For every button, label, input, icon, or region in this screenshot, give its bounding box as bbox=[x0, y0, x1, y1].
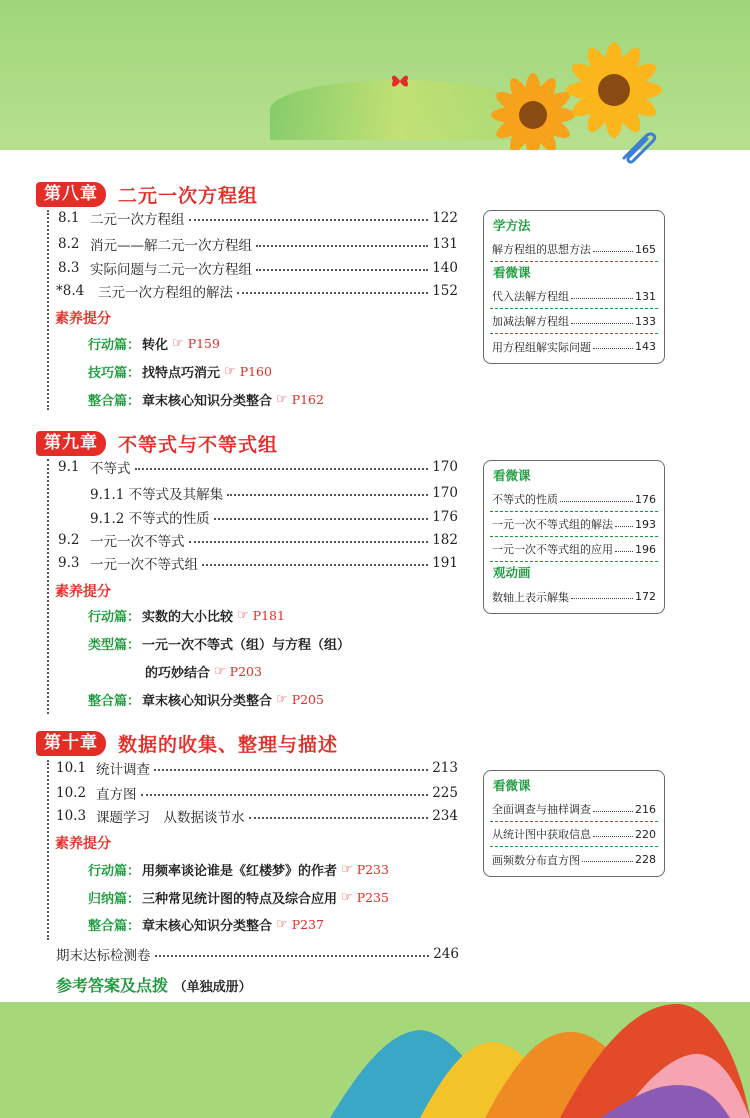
toc-row[interactable] bbox=[58, 529, 458, 551]
sidebox-item-page: 131 bbox=[635, 289, 656, 303]
chapter8-left-line bbox=[47, 210, 49, 410]
chapter-10-heading[interactable] bbox=[36, 730, 338, 756]
sidebox-item-page: 228 bbox=[635, 853, 656, 866]
section-page: 213 bbox=[432, 760, 458, 776]
leader-dots bbox=[582, 861, 633, 862]
sidebox-item-text: 全面调查与抽样调查 bbox=[492, 803, 591, 816]
leader-dots bbox=[560, 501, 633, 502]
leader-dots bbox=[155, 955, 430, 957]
pian-label: 行动篇： bbox=[88, 609, 141, 625]
pian-label: 整合篇： bbox=[88, 918, 141, 934]
leader-dots bbox=[571, 323, 633, 324]
pian-label: 行动篇： bbox=[88, 337, 141, 353]
section-page: 140 bbox=[432, 260, 458, 276]
sidebox-chapter-10 bbox=[483, 770, 665, 877]
pian-text: 的巧妙结合 bbox=[145, 665, 211, 681]
section-number: 10.2 bbox=[56, 785, 87, 801]
pian-text: 转化 bbox=[142, 337, 169, 353]
pian-row[interactable] bbox=[88, 632, 350, 654]
chapter-title: 二元一次方程组 bbox=[118, 184, 259, 207]
section-title: 课题学习 从数据谈节水 bbox=[96, 810, 245, 826]
butterfly-icon bbox=[390, 72, 410, 90]
section-title: 直方图 bbox=[96, 787, 137, 803]
leader-dots bbox=[593, 251, 633, 252]
leader-dots bbox=[154, 769, 428, 771]
sidebox-heading: 观动画 bbox=[493, 565, 531, 580]
hand-pointer-icon: ☞ bbox=[237, 607, 249, 623]
exam-title: 期末达标检测卷 bbox=[56, 948, 151, 964]
leader-dots bbox=[214, 518, 429, 520]
leader-dots bbox=[202, 564, 428, 566]
pian-label: 行动篇： bbox=[88, 863, 141, 879]
leader-dots bbox=[237, 292, 428, 294]
section-title: 实际问题与二元一次方程组 bbox=[90, 262, 252, 278]
pian-row[interactable] bbox=[145, 660, 262, 682]
pian-row[interactable] bbox=[88, 388, 324, 410]
section-page: 170 bbox=[432, 459, 458, 475]
sidebox-item-page: 165 bbox=[635, 242, 656, 256]
leader-dots bbox=[593, 811, 633, 812]
hand-pointer-icon: ☞ bbox=[341, 889, 353, 905]
toc-row[interactable] bbox=[58, 233, 458, 255]
section-title: 三元一次方程组的解法 bbox=[98, 285, 233, 301]
hand-pointer-icon: ☞ bbox=[224, 363, 236, 379]
section-number: 9.2 bbox=[58, 532, 80, 548]
hand-pointer-icon: ☞ bbox=[276, 916, 288, 932]
section-number: 10.1 bbox=[56, 760, 87, 776]
toc-row[interactable] bbox=[56, 805, 458, 827]
sidebox-heading: 看微课 bbox=[493, 265, 531, 280]
pian-ref: P233 bbox=[356, 861, 389, 877]
sidebox-heading: 学方法 bbox=[493, 218, 531, 233]
pian-ref: P181 bbox=[252, 607, 285, 623]
sidebox-item-text: 用方程组解实际问题 bbox=[492, 340, 591, 354]
leader-dots bbox=[571, 298, 633, 299]
hand-pointer-icon: ☞ bbox=[276, 391, 288, 407]
suyang-label: 素养提分 bbox=[55, 836, 111, 852]
answers-title: 参考答案及点拨 bbox=[56, 976, 169, 995]
sidebox-heading: 看微课 bbox=[493, 468, 531, 483]
leader-dots bbox=[256, 245, 428, 247]
chapter-tag: 第八章 bbox=[36, 182, 106, 207]
leader-dots bbox=[615, 526, 633, 527]
pian-row[interactable] bbox=[88, 886, 389, 908]
section-number: 10.3 bbox=[56, 808, 87, 824]
sidebox-item-page: 133 bbox=[635, 314, 656, 328]
sidebox-item-page: 193 bbox=[635, 517, 656, 531]
toc-row[interactable] bbox=[90, 506, 458, 528]
pian-ref: P205 bbox=[291, 691, 324, 707]
sidebox-chapter-9 bbox=[483, 460, 665, 614]
chapter10-left-line bbox=[47, 760, 49, 940]
toc-row[interactable] bbox=[58, 552, 458, 574]
leader-dots bbox=[227, 494, 428, 496]
section-page: 225 bbox=[432, 785, 458, 801]
sidebox-item[interactable] bbox=[490, 334, 658, 359]
sidebox-item-text: 画频数分布直方图 bbox=[492, 853, 580, 867]
leader-dots bbox=[256, 269, 428, 271]
leader-dots bbox=[571, 598, 633, 599]
sidebox-item[interactable] bbox=[490, 584, 658, 609]
toc-row[interactable] bbox=[58, 207, 458, 229]
sidebox-item-text: 从统计图中获取信息 bbox=[492, 828, 591, 841]
leader-dots bbox=[135, 468, 429, 470]
pian-text: 章末核心知识分类整合 bbox=[142, 393, 273, 409]
sidebox-item-text: 一元一次不等式组的解法 bbox=[492, 518, 613, 531]
sidebox-item-page: 172 bbox=[635, 590, 656, 603]
pian-text: 三种常见统计图的特点及综合应用 bbox=[142, 891, 338, 907]
section-page: 122 bbox=[432, 210, 458, 226]
sidebox-item-page: 216 bbox=[635, 802, 656, 816]
section-page: 234 bbox=[432, 808, 458, 824]
section-page: 182 bbox=[432, 532, 458, 548]
section-title: 9.1.1 不等式及其解集 bbox=[90, 487, 224, 503]
chapter-tag: 第十章 bbox=[36, 731, 106, 756]
pian-row[interactable] bbox=[88, 332, 220, 354]
section-title: 9.1.2 不等式的性质 bbox=[90, 511, 210, 527]
section-title: 一元一次不等式组 bbox=[90, 557, 198, 573]
answers-subtitle: （单独成册） bbox=[173, 980, 252, 995]
pian-row[interactable] bbox=[88, 604, 285, 626]
toc-row[interactable] bbox=[56, 782, 458, 804]
sidebox-item[interactable] bbox=[490, 847, 658, 872]
chapter9-left-line bbox=[47, 459, 49, 714]
hand-pointer-icon: ☞ bbox=[172, 335, 184, 351]
section-page: 191 bbox=[432, 555, 458, 571]
chapter-tag: 第九章 bbox=[36, 431, 106, 456]
sidebox-item-text: 数轴上表示解集 bbox=[492, 590, 569, 604]
chapter-title: 数据的收集、整理与描述 bbox=[118, 733, 339, 756]
pian-row[interactable] bbox=[88, 688, 324, 710]
leader-dots bbox=[189, 541, 429, 543]
toc-row[interactable] bbox=[58, 257, 458, 279]
chapter-8-heading[interactable] bbox=[36, 181, 258, 207]
toc-row[interactable] bbox=[58, 456, 458, 478]
pian-text: 用频率谈论谁是《红楼梦》的作者 bbox=[142, 863, 338, 879]
hand-pointer-icon: ☞ bbox=[276, 691, 288, 707]
pian-ref: P235 bbox=[356, 889, 389, 905]
section-page: 170 bbox=[432, 485, 458, 501]
sidebox-item-text: 代入法解方程组 bbox=[492, 290, 569, 303]
pian-label: 归纳篇： bbox=[88, 891, 141, 907]
sidebox-item[interactable] bbox=[490, 822, 658, 847]
section-number: *8.4 bbox=[56, 283, 85, 299]
section-title: 一元一次不等式 bbox=[90, 534, 185, 550]
suyang-label: 素养提分 bbox=[55, 311, 111, 327]
pian-ref: P203 bbox=[229, 663, 262, 679]
sidebox-item-text: 不等式的性质 bbox=[492, 493, 558, 506]
sidebox-item-page: 220 bbox=[635, 827, 656, 841]
suyang-label: 素养提分 bbox=[55, 584, 111, 600]
leader-dots bbox=[249, 817, 429, 819]
sidebox-item-page: 143 bbox=[635, 340, 656, 353]
pian-label: 类型篇： bbox=[88, 637, 141, 653]
sidebox-item-text: 解方程组的思想方法 bbox=[492, 243, 591, 256]
sidebox-item[interactable] bbox=[490, 512, 658, 537]
sunflower-icon bbox=[562, 38, 666, 142]
leader-dots bbox=[593, 348, 633, 349]
sidebox-heading: 看微课 bbox=[493, 778, 531, 793]
bottom-decoration bbox=[0, 1002, 750, 1118]
sidebox-item[interactable] bbox=[490, 797, 658, 822]
pian-row[interactable] bbox=[88, 858, 389, 880]
toc-row[interactable] bbox=[56, 757, 458, 779]
pian-text: 一元一次不等式（组）与方程（组） bbox=[142, 637, 351, 653]
answers-line[interactable] bbox=[56, 973, 252, 996]
sidebox-item[interactable] bbox=[490, 487, 658, 512]
chapter-title: 不等式与不等式组 bbox=[118, 433, 279, 456]
sidebox-item-page: 176 bbox=[635, 492, 656, 506]
pian-text: 找特点巧消元 bbox=[142, 365, 221, 381]
pian-ref: P237 bbox=[291, 916, 324, 932]
hand-pointer-icon: ☞ bbox=[214, 663, 226, 679]
pian-label: 技巧篇： bbox=[88, 365, 141, 381]
sidebox-item-page: 196 bbox=[635, 542, 656, 556]
toc-row-exam[interactable] bbox=[56, 943, 459, 965]
section-number: 9.1 bbox=[58, 459, 80, 475]
section-number: 8.1 bbox=[58, 210, 80, 226]
pian-row[interactable] bbox=[88, 360, 272, 382]
sidebox-item-text: 一元一次不等式组的应用 bbox=[492, 543, 613, 556]
pian-ref: P159 bbox=[187, 335, 220, 351]
leader-dots bbox=[593, 836, 633, 837]
section-title: 二元一次方程组 bbox=[90, 212, 185, 228]
sidebox-item[interactable] bbox=[490, 537, 658, 562]
section-number: 9.3 bbox=[58, 555, 80, 571]
sidebox-item-text: 加减法解方程组 bbox=[492, 315, 569, 328]
leader-dots bbox=[615, 551, 633, 552]
section-number: 8.3 bbox=[58, 260, 80, 276]
pian-text: 章末核心知识分类整合 bbox=[142, 918, 273, 934]
section-title: 消元——解二元一次方程组 bbox=[90, 238, 252, 254]
sidebox-chapter-8 bbox=[483, 210, 665, 364]
pian-label: 整合篇： bbox=[88, 393, 141, 409]
toc-row[interactable] bbox=[90, 482, 458, 504]
pian-label: 整合篇： bbox=[88, 693, 141, 709]
section-title: 不等式 bbox=[90, 461, 131, 477]
leader-dots bbox=[189, 219, 429, 221]
mountains-decoration bbox=[0, 1002, 750, 1118]
chapter-9-heading[interactable] bbox=[36, 430, 278, 456]
toc-row[interactable] bbox=[56, 280, 458, 302]
paperclip-icon bbox=[618, 128, 662, 168]
sidebox-item[interactable] bbox=[490, 309, 658, 334]
hand-pointer-icon: ☞ bbox=[341, 861, 353, 877]
pian-text: 实数的大小比较 bbox=[142, 609, 234, 625]
leader-dots bbox=[141, 794, 429, 796]
pian-text: 章末核心知识分类整合 bbox=[142, 693, 273, 709]
pian-row[interactable] bbox=[88, 913, 324, 935]
section-page: 152 bbox=[432, 283, 458, 299]
section-number: 8.2 bbox=[58, 236, 80, 252]
pian-ref: P162 bbox=[291, 391, 324, 407]
section-page: 131 bbox=[432, 236, 458, 252]
sidebox-item[interactable] bbox=[490, 284, 658, 309]
section-title: 统计调查 bbox=[96, 762, 150, 778]
section-page: 176 bbox=[432, 509, 458, 525]
pian-ref: P160 bbox=[239, 363, 272, 379]
exam-page: 246 bbox=[433, 946, 459, 962]
sidebox-item[interactable] bbox=[490, 237, 658, 262]
